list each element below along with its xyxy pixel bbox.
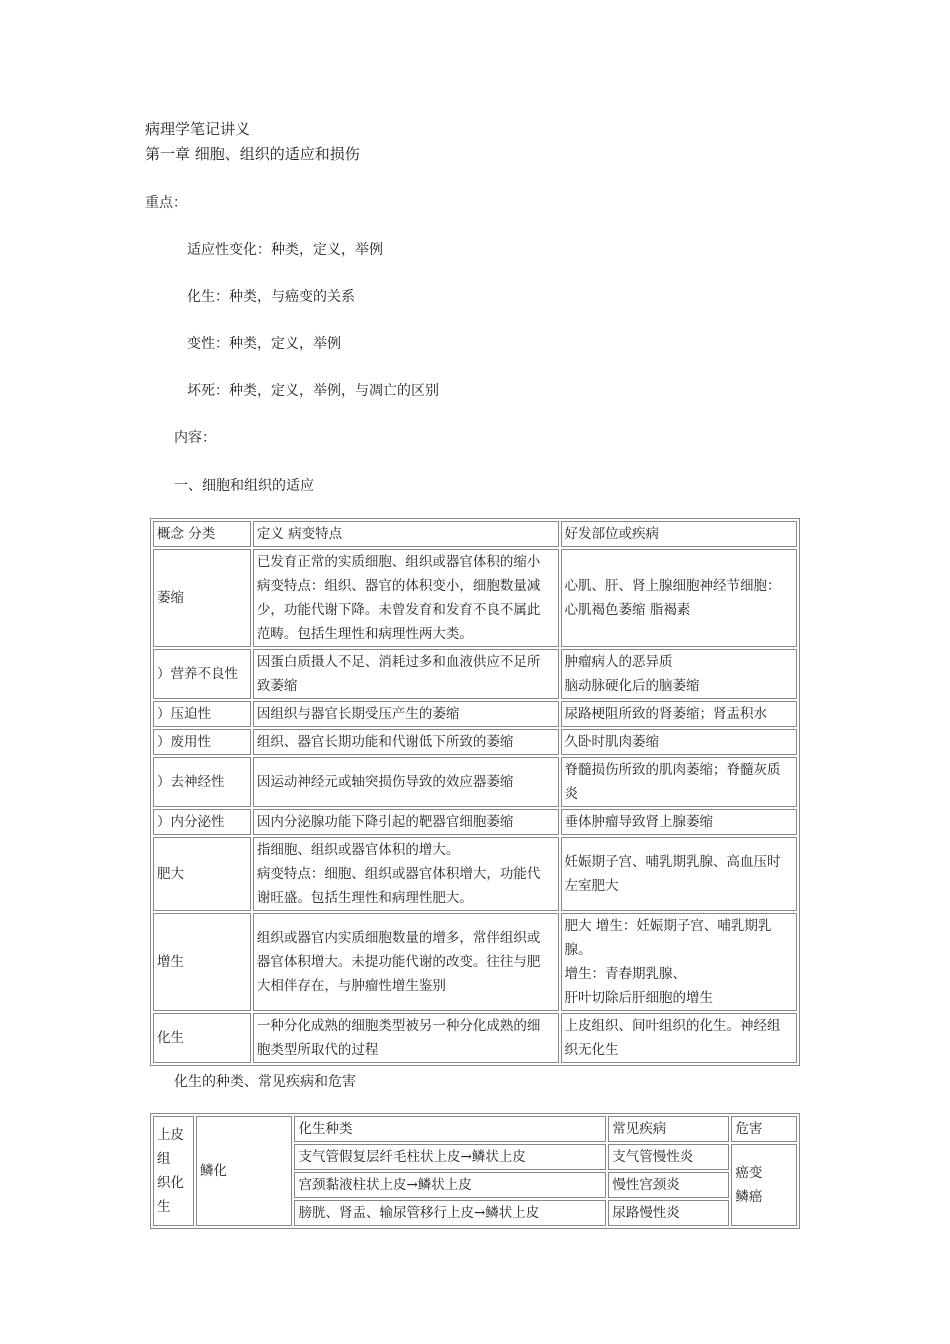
table-row — [153, 649, 797, 699]
cell-line: 肝叶切除后肝细胞的增生 — [564, 990, 714, 1006]
cell-line: 病变特点：组织、器官的体积变小，细胞数量减 — [256, 578, 541, 594]
header-cell: 概念 分类 — [153, 521, 251, 547]
cell-line: 心肌、肝、肾上腺细胞神经节细胞： — [564, 578, 781, 594]
key-point-item: 适应性变化：种类，定义，举例 — [187, 242, 383, 258]
definition-cell — [253, 549, 559, 647]
table-row — [153, 913, 797, 1011]
definition-cell — [253, 913, 559, 1011]
table-row — [153, 837, 797, 911]
doc-title: 病理学笔记讲义 — [145, 120, 251, 138]
disease-cell: 支气管慢性炎 — [608, 1144, 729, 1170]
harm-cell — [731, 1144, 797, 1226]
key-point-item: 变性：种类，定义，举例 — [187, 336, 341, 352]
adaptation-table — [150, 518, 800, 1066]
table-row — [153, 1013, 797, 1063]
definition-cell — [253, 757, 559, 807]
cell-line: 因内分泌腺功能下降引起的靶器官细胞萎缩 — [256, 814, 514, 830]
group-cell — [153, 1116, 194, 1226]
cell-line: 指细胞、组织或器官体积的增大。 — [256, 842, 460, 858]
concept-cell: ）去神经性 — [153, 757, 251, 807]
table-row — [153, 809, 797, 835]
definition-cell — [253, 701, 559, 727]
cell-line: 肥大 增生：妊娠期子宫、哺乳期乳腺。 — [564, 918, 772, 958]
cell-line: 少，功能代谢下降。未曾发育和发育不良不属此 — [256, 602, 541, 618]
key-point-item: 坏死：种类，定义，举例，与凋亡的区别 — [187, 383, 439, 399]
sites-cell — [561, 837, 797, 911]
cell-line: 织无化生 — [564, 1042, 619, 1058]
cell-line: 病变特点：细胞、组织或器官体积增大，功能代 — [256, 866, 541, 882]
concept-cell: 增生 — [153, 913, 251, 1011]
cell-line: 因运动神经元或轴突损伤导致的效应器萎缩 — [256, 774, 514, 790]
cell-line: 上皮组 — [157, 1127, 184, 1167]
cell-line: 脑动脉硬化后的脑萎缩 — [564, 678, 700, 694]
cell-line: 因蛋白质摄人不足、消耗过多和血液供应不足所 — [256, 654, 541, 670]
sites-cell — [561, 549, 797, 647]
sites-cell — [561, 701, 797, 727]
cell-line: 组织或器官内实质细胞数量的增多，常伴组织或 — [256, 930, 541, 946]
table-row — [153, 757, 797, 807]
table-row — [153, 729, 797, 755]
cell-line: 垂体肿瘤导致肾上腺萎缩 — [564, 814, 714, 830]
cell-line: 久卧时肌肉萎缩 — [564, 734, 660, 750]
cell-line: 谢旺盛。包括生理性和病理性肥大。 — [256, 890, 473, 906]
cell-line: 心肌褐色萎缩 脂褐素 — [564, 602, 691, 618]
table-row — [153, 701, 797, 727]
cell-line: 脊髓损伤所致的肌肉萎缩；脊髓灰质 — [564, 762, 781, 778]
cell-line: 织化生 — [157, 1175, 184, 1215]
sites-cell — [561, 757, 797, 807]
definition-cell — [253, 1013, 559, 1063]
definition-cell — [253, 649, 559, 699]
cell-line: 一种分化成熟的细胞类型被另一种分化成熟的细 — [256, 1018, 541, 1034]
header-cell: 好发部位或疾病 — [561, 521, 797, 547]
table-row — [153, 549, 797, 647]
section-heading: 一、细胞和组织的适应 — [174, 478, 314, 494]
cell-line: 肿瘤病人的恶异质 — [564, 654, 673, 670]
section-heading: 化生的种类、常见疾病和危害 — [174, 1074, 356, 1090]
metaplasia-table — [150, 1113, 800, 1229]
cell-line: 鳞癌 — [735, 1189, 763, 1205]
cell-line: 上皮组织、间叶组织的化生。神经组 — [564, 1018, 781, 1034]
definition-cell — [253, 809, 559, 835]
concept-cell: 化生 — [153, 1013, 251, 1063]
concept-cell: ）内分泌性 — [153, 809, 251, 835]
cell-line: 增生：青春期乳腺、 — [564, 966, 687, 982]
definition-cell — [253, 837, 559, 911]
cell-line: 器官体积增大。未提功能代谢的改变。往往与肥 — [256, 954, 541, 970]
cell-line: 癌变 — [735, 1165, 763, 1181]
cell-line: 尿路梗阻所致的肾萎缩；肾盂积水 — [564, 706, 768, 722]
content-label: 内容： — [174, 430, 216, 446]
header-cell: 常见疾病 — [608, 1116, 729, 1142]
header-cell: 危害 — [731, 1116, 797, 1142]
kind-cell: 宫颈黏液柱状上皮→鳞状上皮 — [294, 1172, 606, 1198]
sites-cell — [561, 729, 797, 755]
cell-line: 范畴。包括生理性和病理性两大类。 — [256, 626, 473, 642]
header-cell: 定义 病变特点 — [253, 521, 559, 547]
definition-cell — [253, 729, 559, 755]
disease-cell: 尿路慢性炎 — [608, 1200, 729, 1226]
kind-cell: 膀胱、肾盂、输尿管移行上皮→鳞状上皮 — [294, 1200, 606, 1226]
chapter-title: 第一章 细胞、组织的适应和损伤 — [145, 145, 360, 163]
concept-cell: 肥大 — [153, 837, 251, 911]
key-point-item: 化生：种类，与癌变的关系 — [187, 289, 355, 305]
sites-cell — [561, 1013, 797, 1063]
cell-line: 组织、器官长期功能和代谢低下所致的萎缩 — [256, 734, 514, 750]
cell-line: 胞类型所取代的过程 — [256, 1042, 379, 1058]
kind-cell: 支气管假复层纤毛柱状上皮→鳞状上皮 — [294, 1144, 606, 1170]
sites-cell — [561, 649, 797, 699]
cell-line: 致萎缩 — [256, 678, 298, 694]
cell-line: 左室肥大 — [564, 878, 619, 894]
concept-cell: 萎缩 — [153, 549, 251, 647]
concept-cell: ）压迫性 — [153, 701, 251, 727]
sites-cell — [561, 913, 797, 1011]
key-points-label: 重点： — [145, 195, 187, 211]
concept-cell: ）营养不良性 — [153, 649, 251, 699]
table-header-row — [153, 1116, 797, 1142]
sites-cell — [561, 809, 797, 835]
concept-cell: ）废用性 — [153, 729, 251, 755]
cell-line: 妊娠期子宫、哺乳期乳腺、高血压时 — [564, 854, 781, 870]
cell-line: 炎 — [564, 786, 579, 802]
cell-line: 大相伴存在，与肿瘤性增生鉴别 — [256, 978, 446, 994]
disease-cell: 慢性宫颈炎 — [608, 1172, 729, 1198]
cell-line: 已发育正常的实质细胞、组织或器官体积的缩小 — [256, 554, 541, 570]
subgroup-cell: 鳞化 — [196, 1116, 292, 1226]
cell-line: 因组织与器官长期受压产生的萎缩 — [256, 706, 460, 722]
header-cell: 化生种类 — [294, 1116, 606, 1142]
table-header-row — [153, 521, 797, 547]
